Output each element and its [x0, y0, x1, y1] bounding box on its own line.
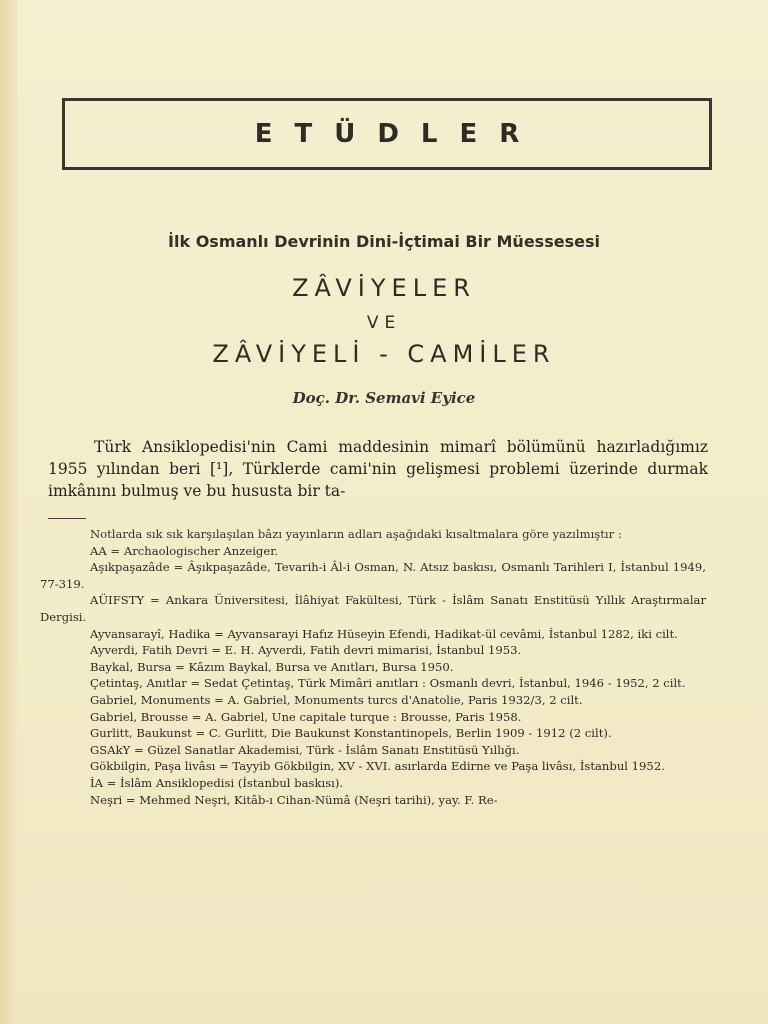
footnote-rule: [48, 518, 86, 519]
abbreviation-item: Neşri = Mehmed Neşri, Kitâb-ı Cihan-Nümâ (Neşri tarihi), yay. F. Re-: [90, 792, 498, 807]
body-paragraph: Türk Ansiklopedisi'nin Cami maddesinin mimarî bölümünü hazırladığımız 1955 yılından beri [¹], Türklerde cami'nin gelişmesi problemi üzerinde durmak imkânını bulmuş ve bu hususta bir ta-: [48, 438, 708, 500]
page-edge: [0, 0, 18, 1024]
abbreviation-item: Aşıkpaşazâde = Âşıkpaşazâde, Tevarih-i Âl-i Osman, N. Atsız baskısı, Osmanlı Tarihleri I, İstanbul 1949, 77-319.: [40, 560, 706, 591]
abbreviation-item: Gökbilgin, Paşa livâsı = Tayyib Gökbilgin, XV - XVI. asırlarda Edirne ve Paşa livâsı, İstanbul 1952.: [90, 759, 665, 774]
article-title-line2: VE: [366, 313, 402, 333]
article-subtitle: İlk Osmanlı Devrinin Dini-İçtimai Bir Müessesesi: [168, 232, 600, 251]
abbreviation-item: Gabriel, Monuments = A. Gabriel, Monuments turcs d'Anatolie, Paris 1932/3, 2 cilt.: [90, 692, 583, 707]
abbreviation-item: Gabriel, Brousse = A. Gabriel, Une capitale turque : Brousse, Paris 1958.: [90, 709, 522, 724]
abbreviation-item: GSAkY = Güzel Sanatlar Akademisi, Türk - İslâm Sanatı Enstitüsü Yıllığı.: [90, 742, 520, 757]
abbreviation-item: Baykal, Bursa = Kâzım Baykal, Bursa ve Anıtları, Bursa 1950.: [90, 659, 454, 674]
abbreviation-item: AÜIFSTY = Ankara Üniversitesi, İlâhiyat Fakültesi, Türk - İslâm Sanatı Enstitüsü Yıllık Araştırmalar Dergisi.: [40, 593, 706, 624]
footnotes: [40, 526, 706, 808]
abbreviation-item: AA = Archaologischer Anzeiger.: [90, 543, 279, 558]
article-title-line1: ZÂVİYELER: [292, 274, 476, 302]
abbreviation-item: Ayverdi, Fatih Devri = E. H. Ayverdi, Fatih devri mimarisi, İstanbul 1953.: [90, 643, 522, 658]
article-body: [48, 436, 708, 502]
article-title-line3: ZÂVİYELİ - CAMİLER: [212, 340, 556, 368]
section-header-box: [62, 98, 712, 170]
abbreviation-item: Ayvansarayî, Hadika = Ayvansarayi Hafız Hüseyin Efendi, Hadikat-ül cevâmi, İstanbul 1282, iki cilt.: [90, 626, 678, 641]
section-header-label: ETÜDLER: [254, 119, 542, 149]
abbreviation-item: Çetintaş, Anıtlar = Sedat Çetintaş, Türk Mimâri anıtları : Osmanlı devri, İstanbul, 1946 - 1952, 2 cilt.: [90, 676, 686, 691]
abbreviation-item: İA = İslâm Ansiklopedisi (İstanbul baskısı).: [90, 775, 344, 790]
article-author: Doç. Dr. Semavi Eyice: [292, 389, 476, 407]
notes-intro: Notlarda sık sık karşılaşılan bâzı yayınların adları aşağıdaki kısaltmalara göre yazılmıştır :: [90, 527, 622, 541]
abbreviation-item: Gurlitt, Baukunst = C. Gurlitt, Die Baukunst Konstantinopels, Berlin 1909 - 1912 (2 cilt).: [90, 726, 612, 741]
